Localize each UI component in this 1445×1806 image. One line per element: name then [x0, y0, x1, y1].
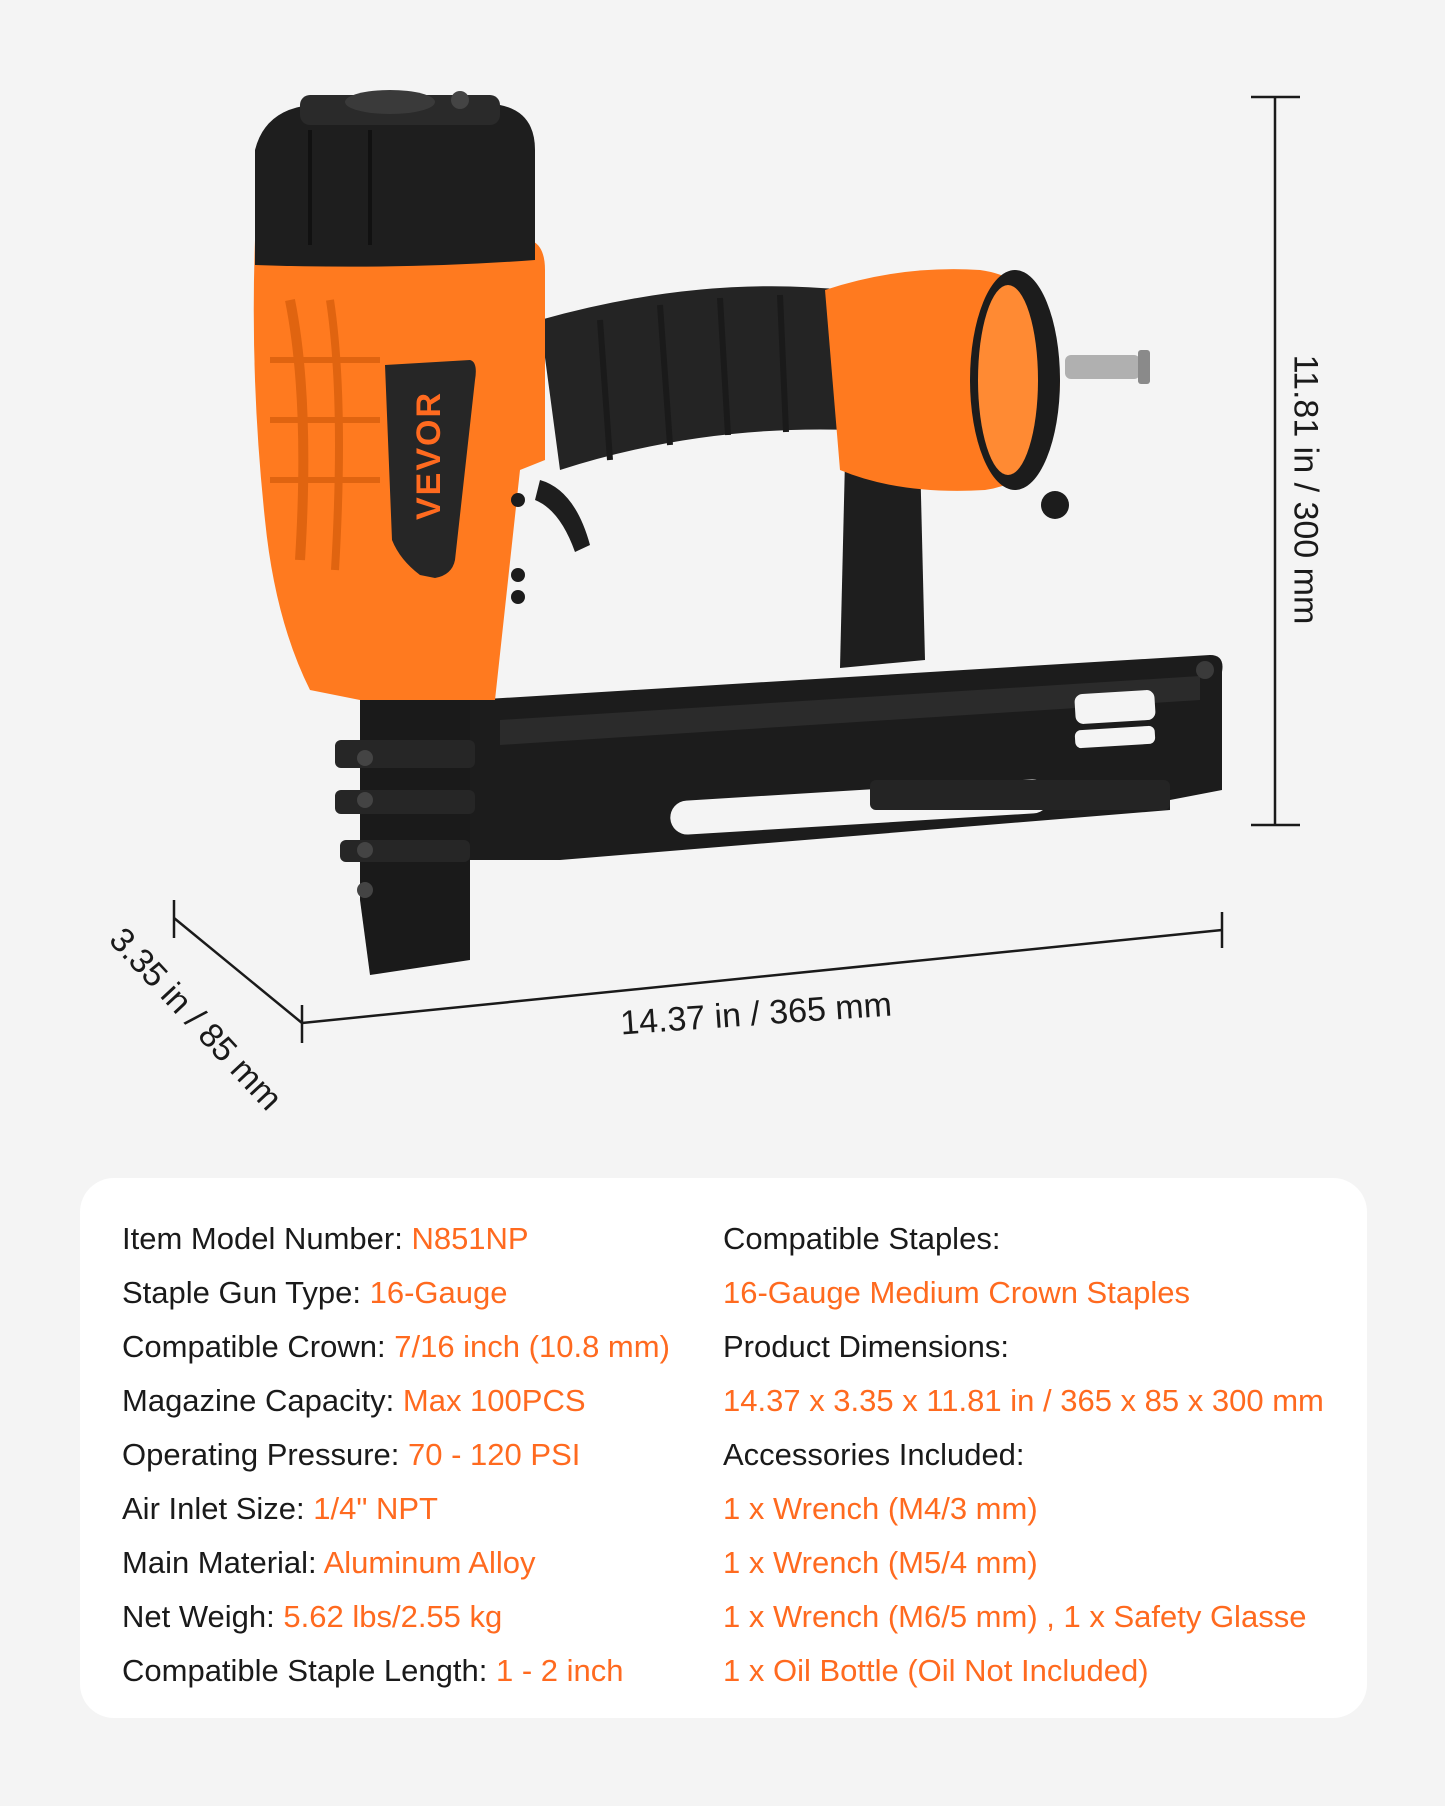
spec-value: 1 x Oil Bottle (Oil Not Included)	[723, 1653, 1149, 1688]
spec-value: N851NP	[411, 1221, 529, 1256]
spec-value: 1 x Wrench (M4/3 mm)	[723, 1491, 1038, 1526]
spec-value: 1 x Wrench (M5/4 mm)	[723, 1545, 1038, 1580]
nose-driver	[335, 690, 475, 975]
spec-column-left	[122, 1212, 670, 1698]
spec-value: Aluminum Alloy	[323, 1545, 536, 1580]
spec-value: 7/16 inch (10.8 mm)	[394, 1329, 670, 1364]
spec-label: Staple Gun Type:	[122, 1275, 370, 1310]
spec-line	[122, 1590, 670, 1644]
spec-line	[122, 1266, 670, 1320]
spec-value: 16-Gauge Medium Crown Staples	[723, 1275, 1190, 1310]
spec-heading: Accessories Included:	[723, 1437, 1025, 1472]
vevor-logo: VEVOR	[410, 390, 448, 520]
spec-heading: Compatible Staples:	[723, 1221, 1001, 1256]
spec-value: Max 100PCS	[402, 1383, 586, 1418]
spec-value: 1 x Wrench (M6/5 mm) , 1 x Safety Glasse	[723, 1599, 1307, 1634]
spec-value: 1/4" NPT	[313, 1491, 438, 1526]
spec-label: Compatible Crown:	[122, 1329, 395, 1364]
spec-label: Operating Pressure:	[122, 1437, 409, 1472]
spec-value: 14.37 x 3.35 x 11.81 in / 365 x 85 x 300 mm	[723, 1383, 1324, 1418]
trigger	[535, 480, 590, 552]
spec-value: 1 - 2 inch	[495, 1653, 624, 1688]
spec-line	[122, 1428, 670, 1482]
depth-label: 3.35 in / 85 mm	[101, 920, 290, 1118]
spec-column-right	[723, 1212, 1324, 1698]
spec-line	[122, 1644, 670, 1698]
grip-handle	[540, 286, 850, 470]
spec-value: 5.62 lbs/2.55 kg	[283, 1599, 503, 1634]
spec-heading: Product Dimensions:	[723, 1329, 1010, 1364]
spec-value: 70 - 120 PSI	[408, 1437, 581, 1472]
spec-line	[122, 1320, 670, 1374]
spec-line	[122, 1536, 670, 1590]
main-housing	[254, 240, 545, 700]
top-cap	[255, 90, 535, 267]
spec-label: Main Material:	[122, 1545, 324, 1580]
spec-value: 16-Gauge	[369, 1275, 508, 1310]
spec-label: Item Model Number:	[122, 1221, 412, 1256]
spec-label: Magazine Capacity:	[122, 1383, 403, 1418]
spec-label: Compatible Staple Length:	[122, 1653, 496, 1688]
width-label: 14.37 in / 365 mm	[618, 985, 894, 1043]
spec-line	[122, 1482, 670, 1536]
magazine	[470, 655, 1223, 860]
spec-line	[122, 1212, 670, 1266]
spec-label: Net Weigh:	[122, 1599, 284, 1634]
height-label: 11.81 in / 300 mm	[1286, 354, 1325, 625]
spec-card	[80, 1178, 1367, 1718]
spec-label: Air Inlet Size:	[122, 1491, 314, 1526]
spec-line	[122, 1374, 670, 1428]
